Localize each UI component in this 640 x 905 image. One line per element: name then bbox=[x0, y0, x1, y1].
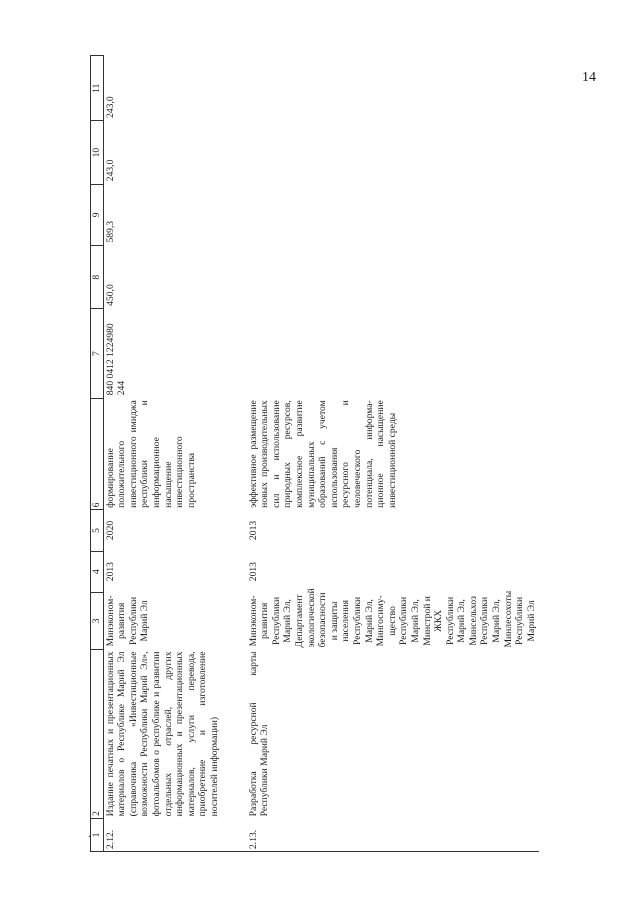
item-value-9: 589,3 bbox=[104, 220, 116, 243]
item-result: формирование положительного инвестиционного имиджа республики и информационное насыщение инвестиционного пространства bbox=[104, 400, 197, 508]
header-col-3: 3 bbox=[91, 592, 104, 649]
program-table bbox=[90, 55, 539, 852]
item-result: эффективное размещение новых производительных сил и использование природных ресурсов, комплексное развитие муниципальных образований с учетом использования ресурсного и человеческого потенциала, информационное насыщение инвестиционной среды bbox=[247, 400, 398, 508]
item-executor: Минэкономразвития Республики Марий Эл, Департамент экологической безопасности и защиты населения Республики Марий Эл, Мингосимущество Республики Марий Эл, Минстрой и ЖКХ Республики Марий Эл, Минсельхоз Республики Марий Эл, Минлесохоты Республики Марий Эл bbox=[247, 588, 537, 648]
item-value-11: 243,0 bbox=[104, 96, 116, 118]
item-end-year: 2020 bbox=[104, 520, 116, 541]
table-row bbox=[103, 56, 247, 852]
item-budget-code: 840 0412 1224980 244 bbox=[104, 323, 128, 396]
item-title: Разработка ресурсной карты Республики Марий Эл bbox=[247, 651, 271, 817]
item-number: 2.12. bbox=[103, 818, 247, 851]
item-value-9 bbox=[247, 184, 540, 245]
item-executor: Минэкономразвития Республики Марий Эл bbox=[104, 595, 151, 647]
table-header-row bbox=[91, 56, 104, 852]
item-value-8 bbox=[247, 246, 540, 309]
header-col-10: 10 bbox=[91, 121, 104, 184]
item-start-year: 2013 bbox=[247, 562, 259, 582]
header-col-5: 5 bbox=[91, 510, 104, 551]
header-col-8: 8 bbox=[91, 246, 104, 309]
item-value-10: 243,0 bbox=[104, 159, 116, 182]
header-col-9: 9 bbox=[91, 184, 104, 245]
page-number: 14 bbox=[582, 70, 596, 85]
header-col-1: 1 bbox=[91, 818, 104, 851]
margin-mark: . bbox=[88, 826, 91, 840]
item-value-11 bbox=[247, 56, 540, 121]
header-col-7: 7 bbox=[91, 309, 104, 398]
item-end-year: 2013 bbox=[247, 520, 259, 541]
table-row bbox=[247, 56, 540, 852]
item-number: 2.13. bbox=[247, 818, 540, 851]
header-col-6: 6 bbox=[91, 398, 104, 510]
header-col-11: 11 bbox=[91, 56, 104, 121]
header-col-2: 2 bbox=[91, 650, 104, 819]
item-title: Издание печатных и презентационных материалов о Республике Марий Эл (справочника «Инвестиционные возможности Республики Марий Эл», фотоальбомов о республике и развитии отдельных отраслей, других информационных и презентационных материалов, услуги перевода, приобретение и изготовление носителей информации) bbox=[104, 651, 220, 817]
item-start-year: 2013 bbox=[104, 562, 116, 582]
rotated-table-container bbox=[90, 55, 560, 852]
item-value-10 bbox=[247, 121, 540, 184]
header-col-4: 4 bbox=[91, 551, 104, 592]
item-budget-code bbox=[247, 309, 540, 398]
item-value-8: 450,0 bbox=[104, 284, 116, 306]
